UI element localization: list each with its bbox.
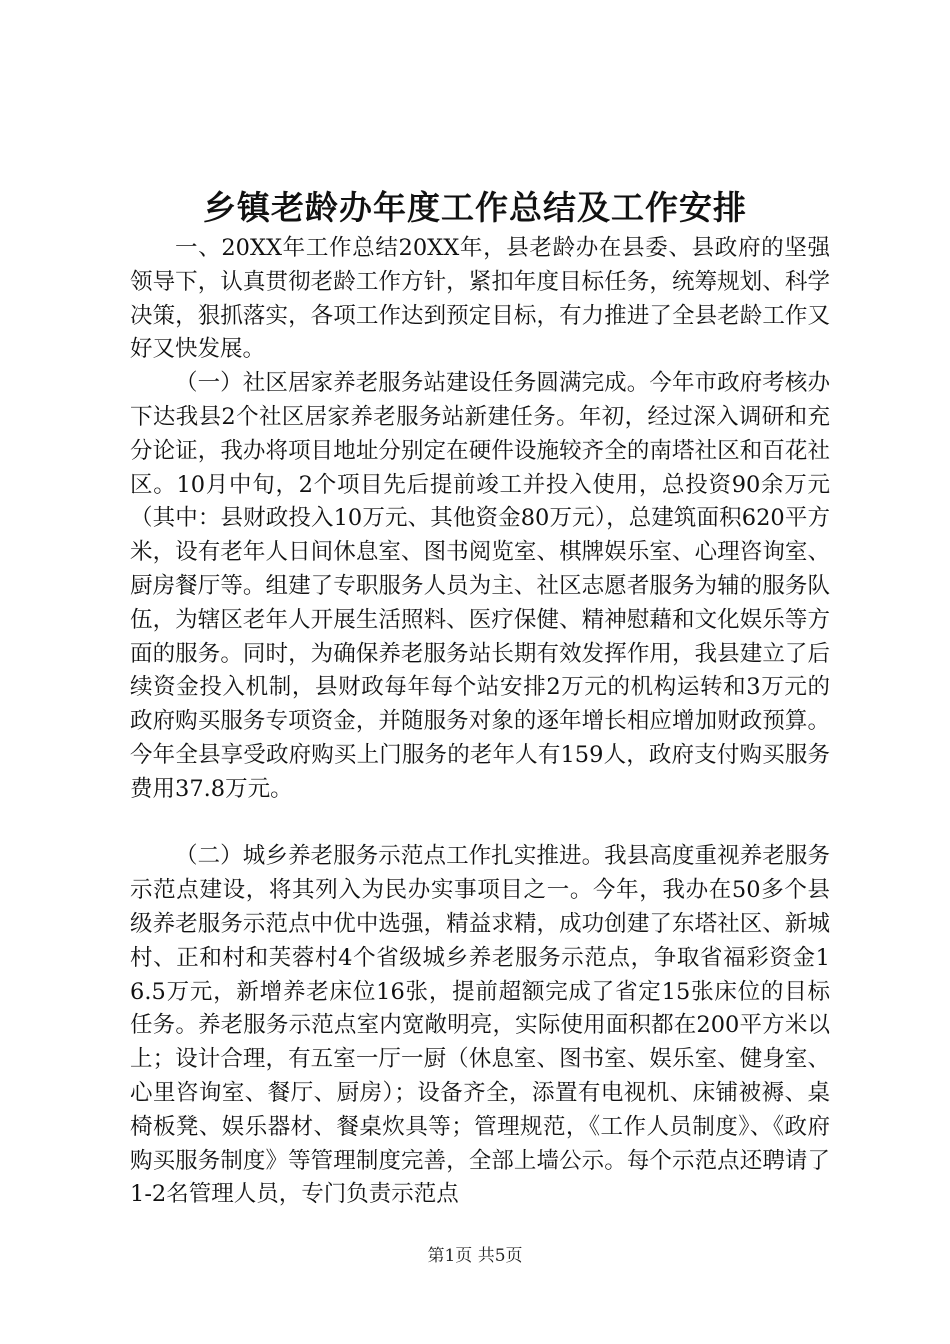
document-body <box>130 232 830 1212</box>
page-footer: 第1页 共5页 <box>427 1246 523 1266</box>
paragraph-summary-intro: 一、20XX年工作总结20XX年，县老龄办在县委、县政府的坚强领导下，认真贯彻老龄工作方针，紧扣年度目标任务，统筹规划、科学决策，狠抓落实，各项工作达到预定目标，有力推进了全县老龄工作又好又快发展。 <box>130 235 830 363</box>
paragraph-demonstration-sites: （二）城乡养老服务示范点工作扎实推进。我县高度重视养老服务示范点建设，将其列入为民办实事项目之一。今年，我办在50多个县级养老服务示范点中优中选强，精益求精，成功创建了东塔社区、新城村、正和村和芙蓉村4个省级城乡养老服务示范点，争取省福彩资金16.5万元，新增养老床位16张，提前超额完成了省定15张床位的目标任务。养老服务示范点室内宽敞明亮，实际使用面积都在200平方米以上；设计合理，有五室一厅一厨（休息室、图书室、娱乐室、健身室、心里咨询室、餐厅、厨房）；设备齐全，添置有电视机、床铺被褥、桌椅板凳、娱乐器材、餐桌炊具等；管理规范，《工作人员制度》、《政府购买服务制度》等管理制度完善，全部上墙公示。每个示范点还聘请了1-2名管理人员，专门负责示范点 <box>130 843 830 1208</box>
paragraph-community-stations: （一）社区居家养老服务站建设任务圆满完成。今年市政府考核办下达我县2个社区居家养老服务站新建任务。年初，经过深入调研和充分论证，我办将项目地址分别定在硬件设施较齐全的南塔社区和百花社区。10月中旬，2个项目先后提前竣工并投入使用，总投资90余万元（其中：县财政投入10万元、其他资金80万元），总建筑面积620平方米，设有老年人日间休息室、图书阅览室、棋牌娱乐室、心理咨询室、厨房餐厅等。组建了专职服务人员为主、社区志愿者服务为辅的服务队伍，为辖区老年人开展生活照料、医疗保健、精神慰藉和文化娱乐等方面的服务。同时，为确保养老服务站长期有效发挥作用，我县建立了后续资金投入机制，县财政每年每个站安排2万元的机构运转和3万元的政府购买服务专项资金，并随服务对象的逐年增长相应增加财政预算。今年全县享受政府购买上门服务的老年人有159人，政府支付购买服务费用37.8万元。 <box>130 370 830 802</box>
document-title: 乡镇老龄办年度工作总结及工作安排 <box>203 188 747 227</box>
